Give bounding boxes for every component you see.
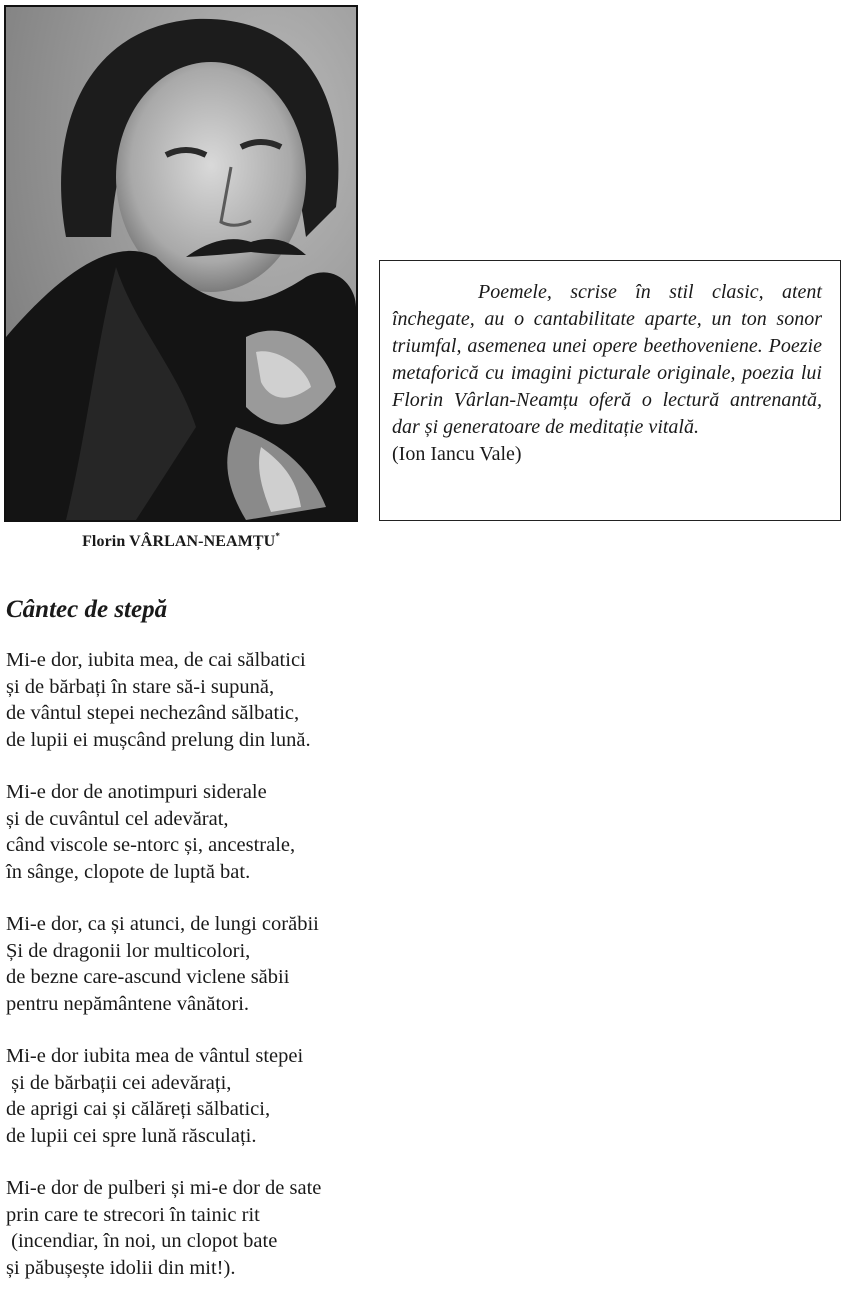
critic-quote-box xyxy=(379,260,841,521)
photo-caption xyxy=(4,531,358,551)
verse-line: de bezne care-ascund viclene săbii xyxy=(6,966,290,988)
verse-line: Mi-e dor de anotimpuri siderale xyxy=(6,781,267,803)
verse-line: Mi-e dor, iubita mea, de cai sălbatici xyxy=(6,649,306,671)
author-portrait-photo xyxy=(4,5,358,522)
quote-text: Poemele, scrise în stil clasic, atent închegate, au o cantabilitate aparte, un ton sonor triumfal, asemenea unei opere beethoveniene. Poezie metaforică cu imagini picturale originale, poezia lui Florin Vârlan-Neamțu oferă o lectură antrenantă, dar și generatoare de meditație vitală. xyxy=(392,281,822,438)
verse-line: în sânge, clopote de luptă bat. xyxy=(6,860,251,883)
verse-line: și de bărbați în stare să-i supună, xyxy=(6,675,275,698)
stanza-5 xyxy=(6,1175,376,1281)
quote-author: (Ion Iancu Vale) xyxy=(392,443,522,465)
stanza-2 xyxy=(6,779,376,885)
stanza-4 xyxy=(6,1043,376,1149)
verse-line: și de cuvântul cel adevărat, xyxy=(6,807,229,830)
stanza-3 xyxy=(6,911,376,1017)
stanza-1 xyxy=(6,647,376,753)
verse-line: Și de dragonii lor multicolori, xyxy=(6,939,251,962)
verse-line: de aprigi cai și călăreți sălbatici, xyxy=(6,1098,271,1120)
verse-line: Mi-e dor, ca și atunci, de lungi corăbii xyxy=(6,913,319,935)
poem-title: Cântec de stepă xyxy=(6,596,168,623)
verse-line: (incendiar, în noi, un clopot bate xyxy=(6,1230,278,1252)
verse-line: Mi-e dor de pulberi și mi-e dor de sate xyxy=(6,1177,322,1199)
verse-line: Mi-e dor iubita mea de vântul stepei xyxy=(6,1045,304,1067)
author-name: Florin VÂRLAN-NEAMȚU xyxy=(82,533,276,550)
verse-line: când viscole se-ntorc și, ancestrale, xyxy=(6,834,296,856)
verse-line: de lupii ei mușcând prelung din lună. xyxy=(6,728,311,751)
poem-body xyxy=(6,647,376,1307)
footnote-mark: * xyxy=(275,531,280,541)
portrait-illustration xyxy=(6,7,356,520)
verse-line: și păbușește idolii din mit!). xyxy=(6,1256,236,1279)
verse-line: pentru nepământene vânători. xyxy=(6,992,250,1015)
verse-line: de lupii cei spre lună răsculați. xyxy=(6,1124,257,1147)
verse-line: și de bărbații cei adevărați, xyxy=(6,1071,232,1094)
verse-line: de vântul stepei nechezând sălbatic, xyxy=(6,702,300,724)
verse-line: prin care te strecori în tainic rit xyxy=(6,1203,260,1226)
